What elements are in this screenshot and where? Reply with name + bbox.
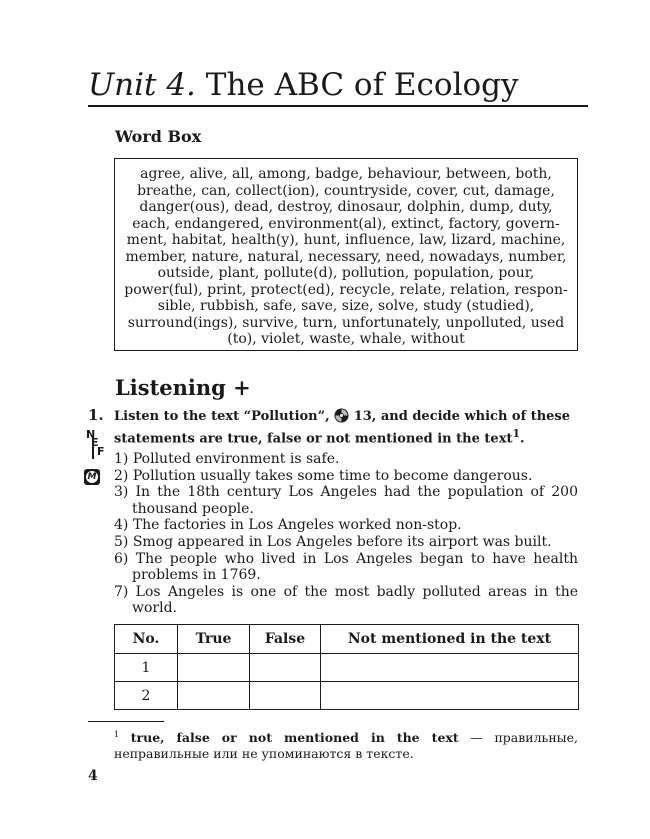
- footnote-definition: — правильные, неправильные или не упоминаются в тексте.: [114, 730, 578, 762]
- nef-letter-e: E: [91, 436, 99, 449]
- footnote-divider: [88, 721, 164, 722]
- table-row: [115, 654, 579, 682]
- exercise-instruction: [114, 408, 580, 447]
- track-number: 13: [353, 409, 372, 424]
- m-badge-letter: M: [87, 472, 97, 482]
- word-box-line: breathe, can, collect(ion), countryside, cover, cut, damage,: [137, 182, 555, 199]
- row-number-cell: 2: [115, 682, 178, 710]
- m-badge-icon: [84, 469, 100, 485]
- not-mentioned-cell[interactable]: [321, 654, 579, 682]
- false-cell[interactable]: [250, 682, 321, 710]
- instruction-text: , and decide which of these statements are true, false or not mentioned in the text: [114, 409, 571, 447]
- word-box-line: agree, alive, all, among, badge, behaviour, between, both,: [140, 166, 552, 182]
- table-header-row: [115, 625, 579, 654]
- footnote-number: 1: [114, 730, 120, 739]
- word-box-line: danger(ous), dead, destroy, dinosaur, dolphin, dump, duty,: [139, 199, 553, 215]
- word-box-line: sible, rubbish, safe, save, size, solve, study (studied),: [157, 298, 535, 314]
- word-box: [114, 158, 578, 351]
- nef-letter-n: N: [86, 428, 96, 441]
- statement-item: 6) The people who lived in Los Angeles began to have health problems in 1769.: [114, 550, 578, 584]
- word-box-line: member, nature, natural, necessary, need, nowadays, number,: [125, 248, 567, 265]
- statement-list: [114, 451, 578, 617]
- listening-heading: Listening +: [115, 375, 251, 400]
- nef-letter-f: F: [97, 445, 105, 458]
- word-box-line: ment, habitat, health(y), hunt, influence, law, lizard, machine,: [126, 232, 566, 248]
- exercise-number: 1.: [88, 406, 104, 424]
- footnote-marker: 1: [512, 427, 520, 440]
- statement-item: 3) In the 18th century Los Angeles had the population of 200 thousand people.: [114, 484, 578, 517]
- audio-cd-icon: [334, 408, 349, 423]
- statement-item: 1) Polluted environment is safe.: [114, 451, 340, 467]
- column-header-false: False: [250, 625, 321, 654]
- footnote: [114, 727, 578, 762]
- table-row: [115, 682, 579, 710]
- title-underline: [88, 105, 588, 107]
- word-box-line: each, endangered, environment(al), extinct, factory, govern-: [132, 215, 560, 232]
- true-cell[interactable]: [178, 682, 250, 710]
- not-mentioned-cell[interactable]: [321, 682, 579, 710]
- statement-item: 2) Pollution usually takes some time to become dangerous.: [114, 467, 533, 484]
- answer-table: [114, 624, 579, 710]
- statement-item: 5) Smog appeared in Los Angeles before its airport was built.: [114, 533, 552, 550]
- nef-icon: [86, 428, 108, 460]
- false-cell[interactable]: [250, 654, 321, 682]
- instruction-text: Listen to the text “Pollution”,: [114, 409, 330, 424]
- statement-item: 7) Los Angeles is one of the most badly polluted areas in the world.: [114, 583, 578, 617]
- column-header-not-mentioned: Not mentioned in the text: [321, 625, 579, 654]
- column-header-no: No.: [115, 625, 178, 654]
- row-number-cell: 1: [115, 654, 178, 682]
- word-box-heading: Word Box: [115, 127, 202, 146]
- true-cell[interactable]: [178, 654, 250, 682]
- page-number: 4: [88, 768, 98, 784]
- word-box-line: outside, plant, pollute(d), pollution, population, pour,: [157, 265, 535, 281]
- unit-title: [88, 62, 588, 108]
- footnote-term: true, false or not mentioned in the text: [130, 730, 459, 746]
- unit-title-text: The ABC of Ecology: [205, 67, 519, 103]
- instruction-end: .: [520, 431, 525, 447]
- unit-label: Unit 4.: [88, 67, 196, 103]
- word-box-line: power(ful), print, protect(ed), recycle, relate, relation, respon-: [124, 281, 568, 298]
- word-box-line: surround(ings), survive, turn, unfortunately, unpolluted, used: [127, 314, 565, 331]
- column-header-true: True: [178, 625, 250, 654]
- statement-item: 4) The factories in Los Angeles worked non-stop.: [114, 517, 462, 534]
- word-box-line: (to), violet, waste, whale, without: [227, 331, 465, 347]
